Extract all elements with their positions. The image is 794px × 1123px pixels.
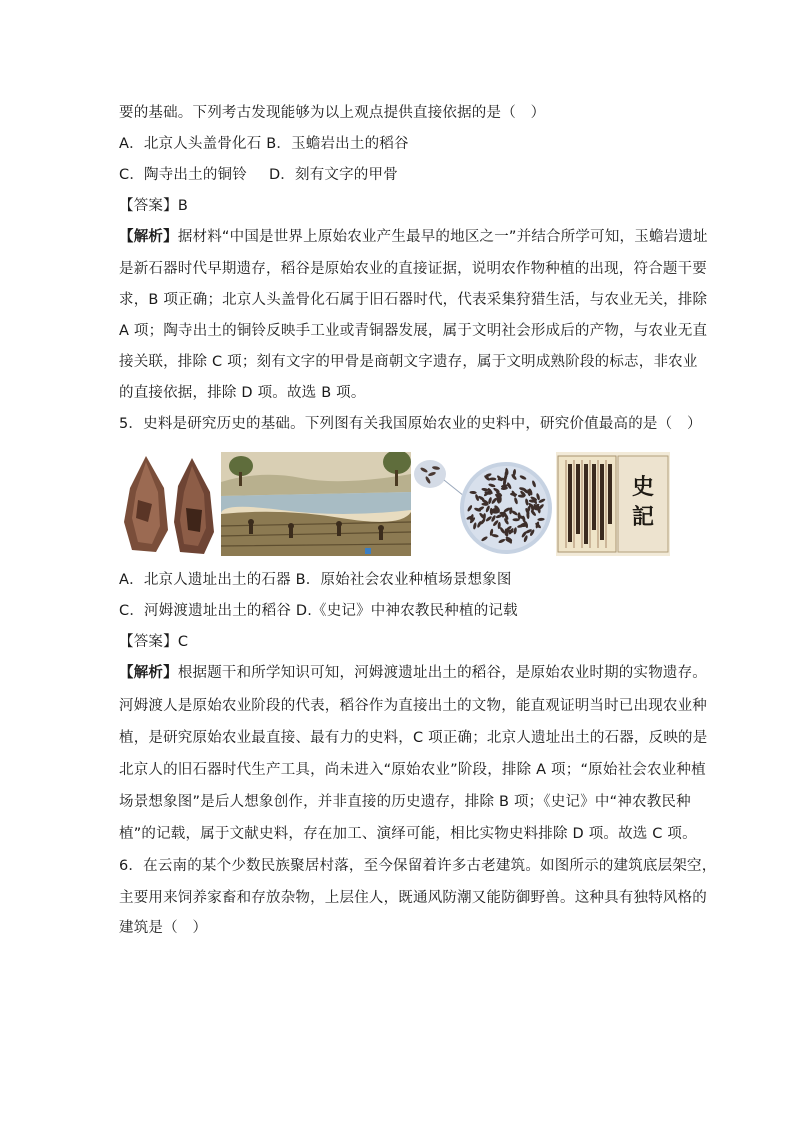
shiji-book-image: [556, 452, 670, 556]
q5-analysis-line: 【解析】根据题干和所学知识可知，河姆渡遗址出土的稻谷，是原始农业时期的实物遗存。: [119, 665, 708, 681]
q4-analysis-line: 是新石器时代早期遗存，稻谷是原始农业的直接证据，说明农作物种植的出现，符合题干要: [119, 261, 707, 277]
farming-scene-image: [221, 452, 411, 556]
q4-options-ab: A．北京人头盖骨化石 B．玉蟾岩出土的稻谷: [119, 136, 409, 152]
q4-analysis-line: 的直接依据，排除 D 项。故选 B 项。: [119, 385, 366, 401]
stone-tools-image: [118, 452, 220, 556]
q4-analysis-line: 接关联，排除 C 项；刻有文字的甲骨是商朝文字遗存，属于文明成熟阶段的标志，非农业: [119, 354, 698, 370]
q5-options-cd: C．河姆渡遗址出土的稻谷 D.《史记》中神农教民种植的记载: [119, 603, 518, 619]
q4-stem-tail: 要的基础。下列考古发现能够为以上观点提供直接依据的是（ ）: [119, 105, 546, 121]
q4-option-d: D．刻有文字的甲骨: [268, 167, 398, 183]
q5-analysis-line: 河姆渡人是原始农业阶段的代表，稻谷作为直接出土的文物，能直观证明当时已出现农业种: [119, 698, 707, 714]
answer-label: 【答案】: [119, 634, 178, 650]
analysis-label: 【解析】: [119, 665, 178, 681]
q5-analysis-line: 植”的记载，属于文献史料，存在加工、演绎可能，相比实物史料排除 D 项。故选 C 项。: [119, 826, 697, 842]
shiji-cover-char-1: 史: [631, 474, 655, 500]
q5-analysis-line: 场景想象图”是后人想象创作，并非直接的历史遗存，排除 B 项；《史记》中“神农教民种: [119, 794, 691, 810]
q6-stem-line: 6．在云南的某个少数民族聚居村落，至今保留着许多古老建筑。如图所示的建筑底层架空，: [119, 858, 717, 874]
q4-analysis-line: 【解析】据材料“中国是世界上原始农业产生最早的地区之一”并结合所学可知，玉蟾岩遗址: [119, 229, 708, 245]
shiji-cover-char-2: 記: [631, 504, 655, 530]
q5-options-ab: A．北京人遗址出土的石器 B．原始社会农业种植场景想象图: [119, 572, 512, 588]
q5-analysis-line: 植，是研究原始农业最直接、最有力的史料，C 项正确；北京人遗址出土的石器，反映的是: [119, 730, 708, 746]
q4-analysis-line: 求，B 项正确；北京人头盖骨化石属于旧石器时代，代表采集狩猎生活，与农业无关，排除: [119, 292, 708, 308]
analysis-label: 【解析】: [119, 229, 178, 245]
q6-stem-line: 主要用来饲养家畜和存放杂物，上层住人，既通风防潮又能防御野兽。这种具有独特风格的: [119, 890, 707, 906]
q4-analysis-line: A 项；陶寺出土的铜铃反映手工业或青铜器发展，属于文明社会形成后的产物，与农业无直: [119, 323, 708, 339]
q5-answer: [119, 632, 188, 652]
q6-stem-line: 建筑是（ ）: [119, 920, 208, 936]
answer-value: B: [177, 198, 188, 214]
answer-value: C: [177, 634, 189, 650]
q5-stem: 5．史料是研究历史的基础。下列图有关我国原始农业的史料中，研究价值最高的是（ ）: [119, 416, 702, 432]
q4-answer: [119, 196, 188, 216]
answer-label: 【答案】: [119, 198, 178, 214]
q4-option-c: C．陶寺出土的铜铃: [119, 167, 247, 183]
q4-options-cd: [119, 165, 398, 185]
rice-grains-image: [412, 452, 554, 556]
q5-analysis-line: 北京人的旧石器时代生产工具，尚未进入“原始农业”阶段，排除 A 项；“原始社会农业种植: [119, 762, 706, 778]
